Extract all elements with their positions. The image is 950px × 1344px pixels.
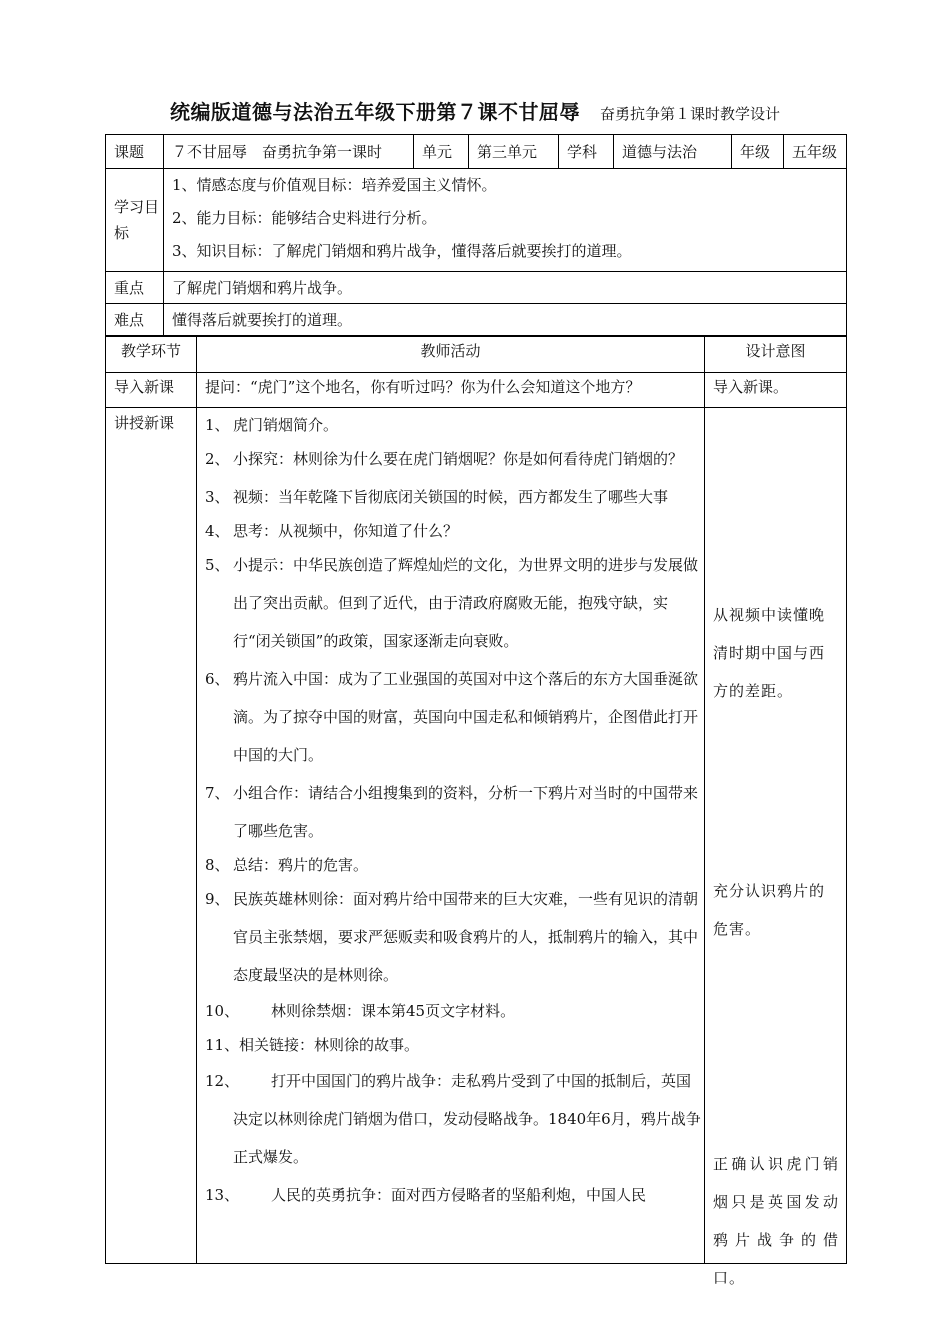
step-text: 小组合作：请结合小组搜集到的资料，分析一下鸦片对当时的中国带来了哪些危害。 [233,784,699,840]
step-number: 6、 [205,670,230,688]
process-table [105,336,847,1287]
step-item [205,516,704,546]
title-main: 统编版道德与法治五年级下册第７课不甘屈辱 [169,100,580,124]
page-title [0,96,950,125]
intro-teacher: 提问：“虎门”这个地名，你有听过吗？你为什么会知道这个地方？ [197,373,705,408]
goals-row [106,169,847,272]
step-text: 人民的英勇抗争：面对西方侵略者的坚船利炮，中国人民 [271,1186,647,1204]
step-number: 8、 [205,856,230,874]
step-number: 12、 [205,1072,240,1090]
step-number: 1、 [205,416,230,434]
info-row [106,135,847,169]
lecture-steps [197,408,705,1264]
teacher-header: 教师活动 [197,337,705,373]
grade-value: 五年级 [784,135,847,169]
step-item [205,880,704,994]
difficulty-row [106,304,847,336]
lesson-info-table [105,134,847,336]
design-note: 正确认识虎门销烟只是英国发动鸦片战争的借口。 [713,1155,839,1287]
intro-design: 导入新课。 [705,373,847,408]
step-item [205,1028,704,1062]
step-number: 13、 [205,1186,240,1204]
difficulty-label: 难点 [106,304,164,336]
step-text: 小提示：中华民族创造了辉煌灿烂的文化，为世界文明的进步与发展做出了突出贡献。但到了近代，由于清政府腐败无能，抱残守缺，实行“闭关锁国”的政策，国家逐渐走向衰败。 [233,556,699,650]
step-text: 小探究：林则徐为什么要在虎门销烟呢？你是如何看待虎门销烟的？ [233,450,684,468]
step-number: 9、 [205,890,230,908]
step-number: 3、 [205,488,230,506]
step-number: 2、 [205,450,230,468]
intro-stage: 导入新课 [106,373,197,408]
step-text: 打开中国国门的鸦片战争：走私鸦片受到了中国的抵制后，英国决定以林则徐虎门销烟为借口，发动侵略战争。1840年6月，鸦片战争正式爆发。 [233,1072,701,1166]
unit-label: 单元 [414,135,469,169]
subject-label: 学科 [559,135,614,169]
step-text: 相关链接：林则徐的故事。 [239,1036,420,1054]
design-note: 充分认识鸦片的危害。 [713,882,826,938]
step-item [205,660,704,774]
grade-label: 年级 [732,135,784,169]
step-item [205,546,704,660]
step-text: 民族英雄林则徐：面对鸦片给中国带来的巨大灾难，一些有见识的清朝官员主张禁烟，要求严惩贩卖和吸食鸦片的人，抵制鸦片的输入，其中态度最坚决的是林则徐。 [233,890,699,984]
goals-label: 学习目标 [106,169,164,272]
step-number: 11、 [205,1036,240,1054]
step-number: 7、 [205,784,230,802]
step-item [205,1062,704,1176]
topic-label: 课题 [106,135,164,169]
step-text: 林则徐禁烟：课本第45页文字材料。 [271,1002,516,1020]
step-text: 总结：鸦片的危害。 [233,856,369,874]
unit-value: 第三单元 [469,135,559,169]
title-sub: 奋勇抗争第１课时教学设计 [599,105,780,123]
stage-header: 教学环节 [106,337,197,373]
design-header: 设计意图 [705,337,847,373]
lecture-row [106,408,847,1264]
process-header-row [106,337,847,373]
subject-value: 道德与法治 [614,135,732,169]
lecture-stage: 讲授新课 [106,408,197,1264]
key-point-label: 重点 [106,272,164,304]
intro-row [106,373,847,408]
step-number: 4、 [205,522,230,540]
key-point-row [106,272,847,304]
step-item [205,850,704,880]
goal-item: 1、情感态度与价值观目标：培养爱国主义情怀。 [172,175,497,194]
design-note: 从视频中读懂晚清时期中国与西方的差距。 [713,606,826,700]
topic-value: ７不甘屈辱 奋勇抗争第一课时 [164,135,414,169]
step-item [205,440,704,478]
step-item [205,478,704,516]
step-text: 视频：当年乾隆下旨彻底闭关锁国的时候，西方都发生了哪些大事 [233,488,669,506]
lecture-design [705,408,847,1287]
step-item [205,1176,704,1214]
difficulty-value: 懂得落后就要挨打的道理。 [164,304,847,336]
key-point-value: 了解虎门销烟和鸦片战争。 [164,272,847,304]
step-item [205,994,704,1028]
goal-item: 3、知识目标：了解虎门销烟和鸦片战争，懂得落后就要挨打的道理。 [172,241,632,260]
goals-list [164,169,847,272]
step-number: 5、 [205,556,230,574]
step-text: 鸦片流入中国：成为了工业强国的英国对中这个落后的东方大国垂涎欲滴。为了掠夺中国的财富，英国向中国走私和倾销鸦片，企图借此打开中国的大门。 [233,670,699,764]
step-text: 虎门销烟简介。 [233,416,339,434]
goal-item: 2、能力目标：能够结合史料进行分析。 [172,208,437,227]
step-number: 10、 [205,1002,240,1020]
step-text: 思考：从视频中，你知道了什么？ [233,522,459,540]
step-item [205,774,704,850]
step-item [205,410,704,440]
